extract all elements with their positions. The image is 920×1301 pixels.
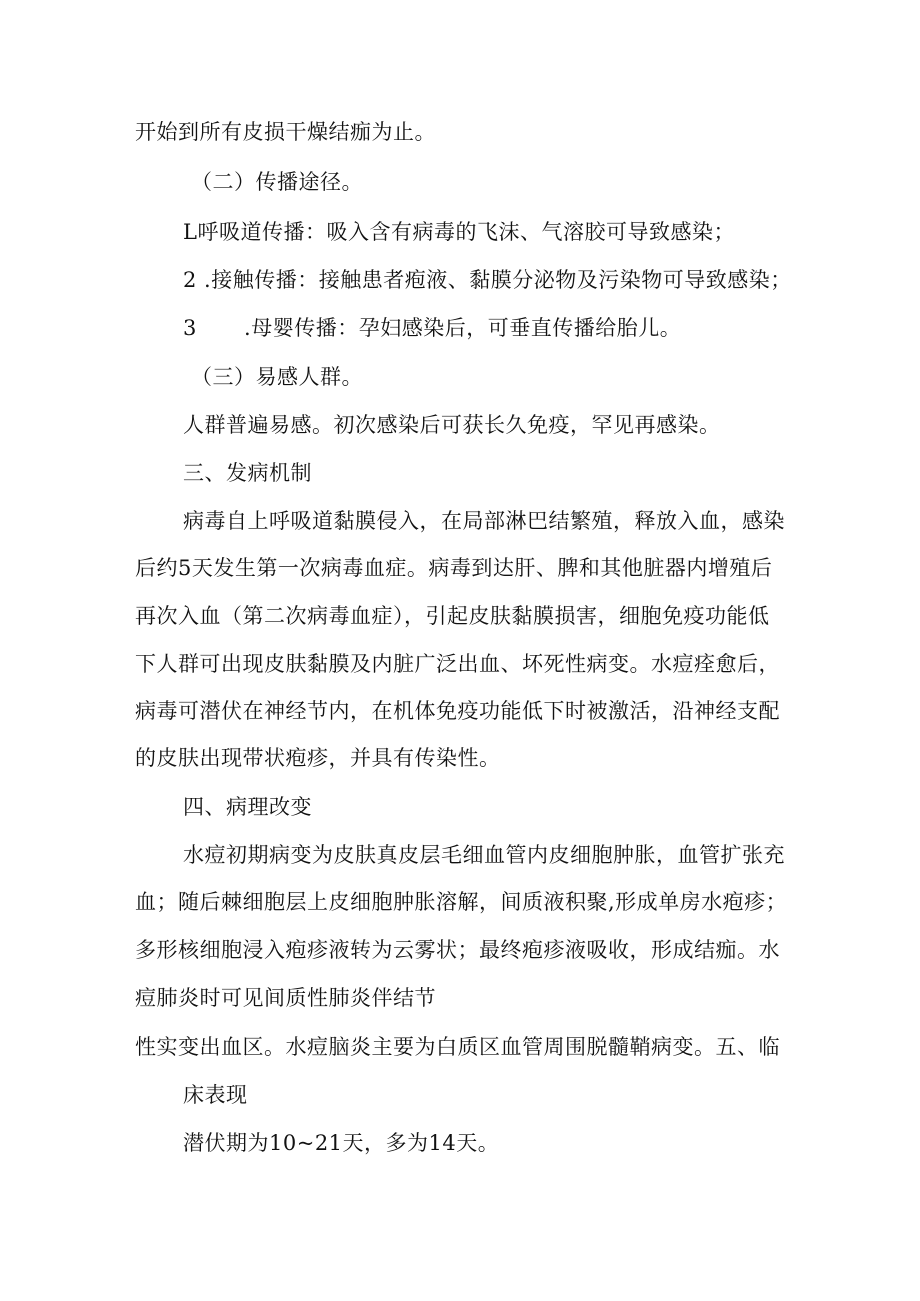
- paragraph-line: 下人群可出现皮肤黏膜及内脏广泛出血、坏死性病变。水痘痊愈后，: [135, 652, 780, 676]
- list-item: 2 .接触传播：接触患者疱液、黏膜分泌物及污染物可导致感染；: [183, 268, 792, 292]
- list-item: L呼吸道传播：吸入含有病毒的飞沫、气溶胶可导致感染；: [183, 220, 735, 244]
- paragraph-line: 痘肺炎时可见间质性肺炎伴结节: [135, 986, 436, 1010]
- paragraph-line: 潜伏期为10~21天，多为14天。: [183, 1131, 500, 1155]
- paragraph-line: 多形核细胞浸入疱疹液转为云雾状；最终疱疹液吸收，形成结痂。水: [135, 938, 780, 962]
- chapter-heading: 床表现: [183, 1083, 248, 1107]
- paragraph-line: 再次入血（第二次病毒血症），引起皮肤黏膜损害，细胞免疫功能低: [135, 604, 770, 628]
- list-item: 3 .母婴传播：孕妇感染后，可垂直传播给胎儿。: [183, 316, 682, 340]
- chapter-heading: 四、病理改变: [183, 795, 312, 819]
- section-heading: （二）传播途径。: [191, 170, 363, 194]
- paragraph-line: 血；随后棘细胞层上皮细胞肿胀溶解，间质液积聚,形成单房水疱疹；: [135, 890, 788, 914]
- paragraph-line: 性实变出血区。水痘脑炎主要为白质区血管周围脱髓鞘病变。五、临: [135, 1035, 780, 1059]
- paragraph-line: 病毒自上呼吸道黏膜侵入，在局部淋巴结繁殖，释放入血，感染: [183, 509, 785, 533]
- paragraph-line: 后约5天发生第一次病毒血症。病毒到达肝、脾和其他脏器内增殖后: [135, 556, 773, 580]
- paragraph-line: 的皮肤出现带状疱疹，并具有传染性。: [135, 746, 501, 770]
- paragraph-line: 水痘初期病变为皮肤真皮层毛细血管内皮细胞肿胀，血管扩张充: [183, 843, 785, 867]
- section-heading: （三）易感人群。: [191, 365, 363, 389]
- paragraph-line: 开始到所有皮损干燥结痂为止。: [135, 120, 436, 144]
- paragraph-line: 病毒可潜伏在神经节内，在机体免疫功能低下时被激活，沿神经支配: [135, 699, 780, 723]
- paragraph-line: 人群普遍易感。初次感染后可获长久免疫，罕见再感染。: [183, 413, 721, 437]
- chapter-heading: 三、发病机制: [183, 461, 312, 485]
